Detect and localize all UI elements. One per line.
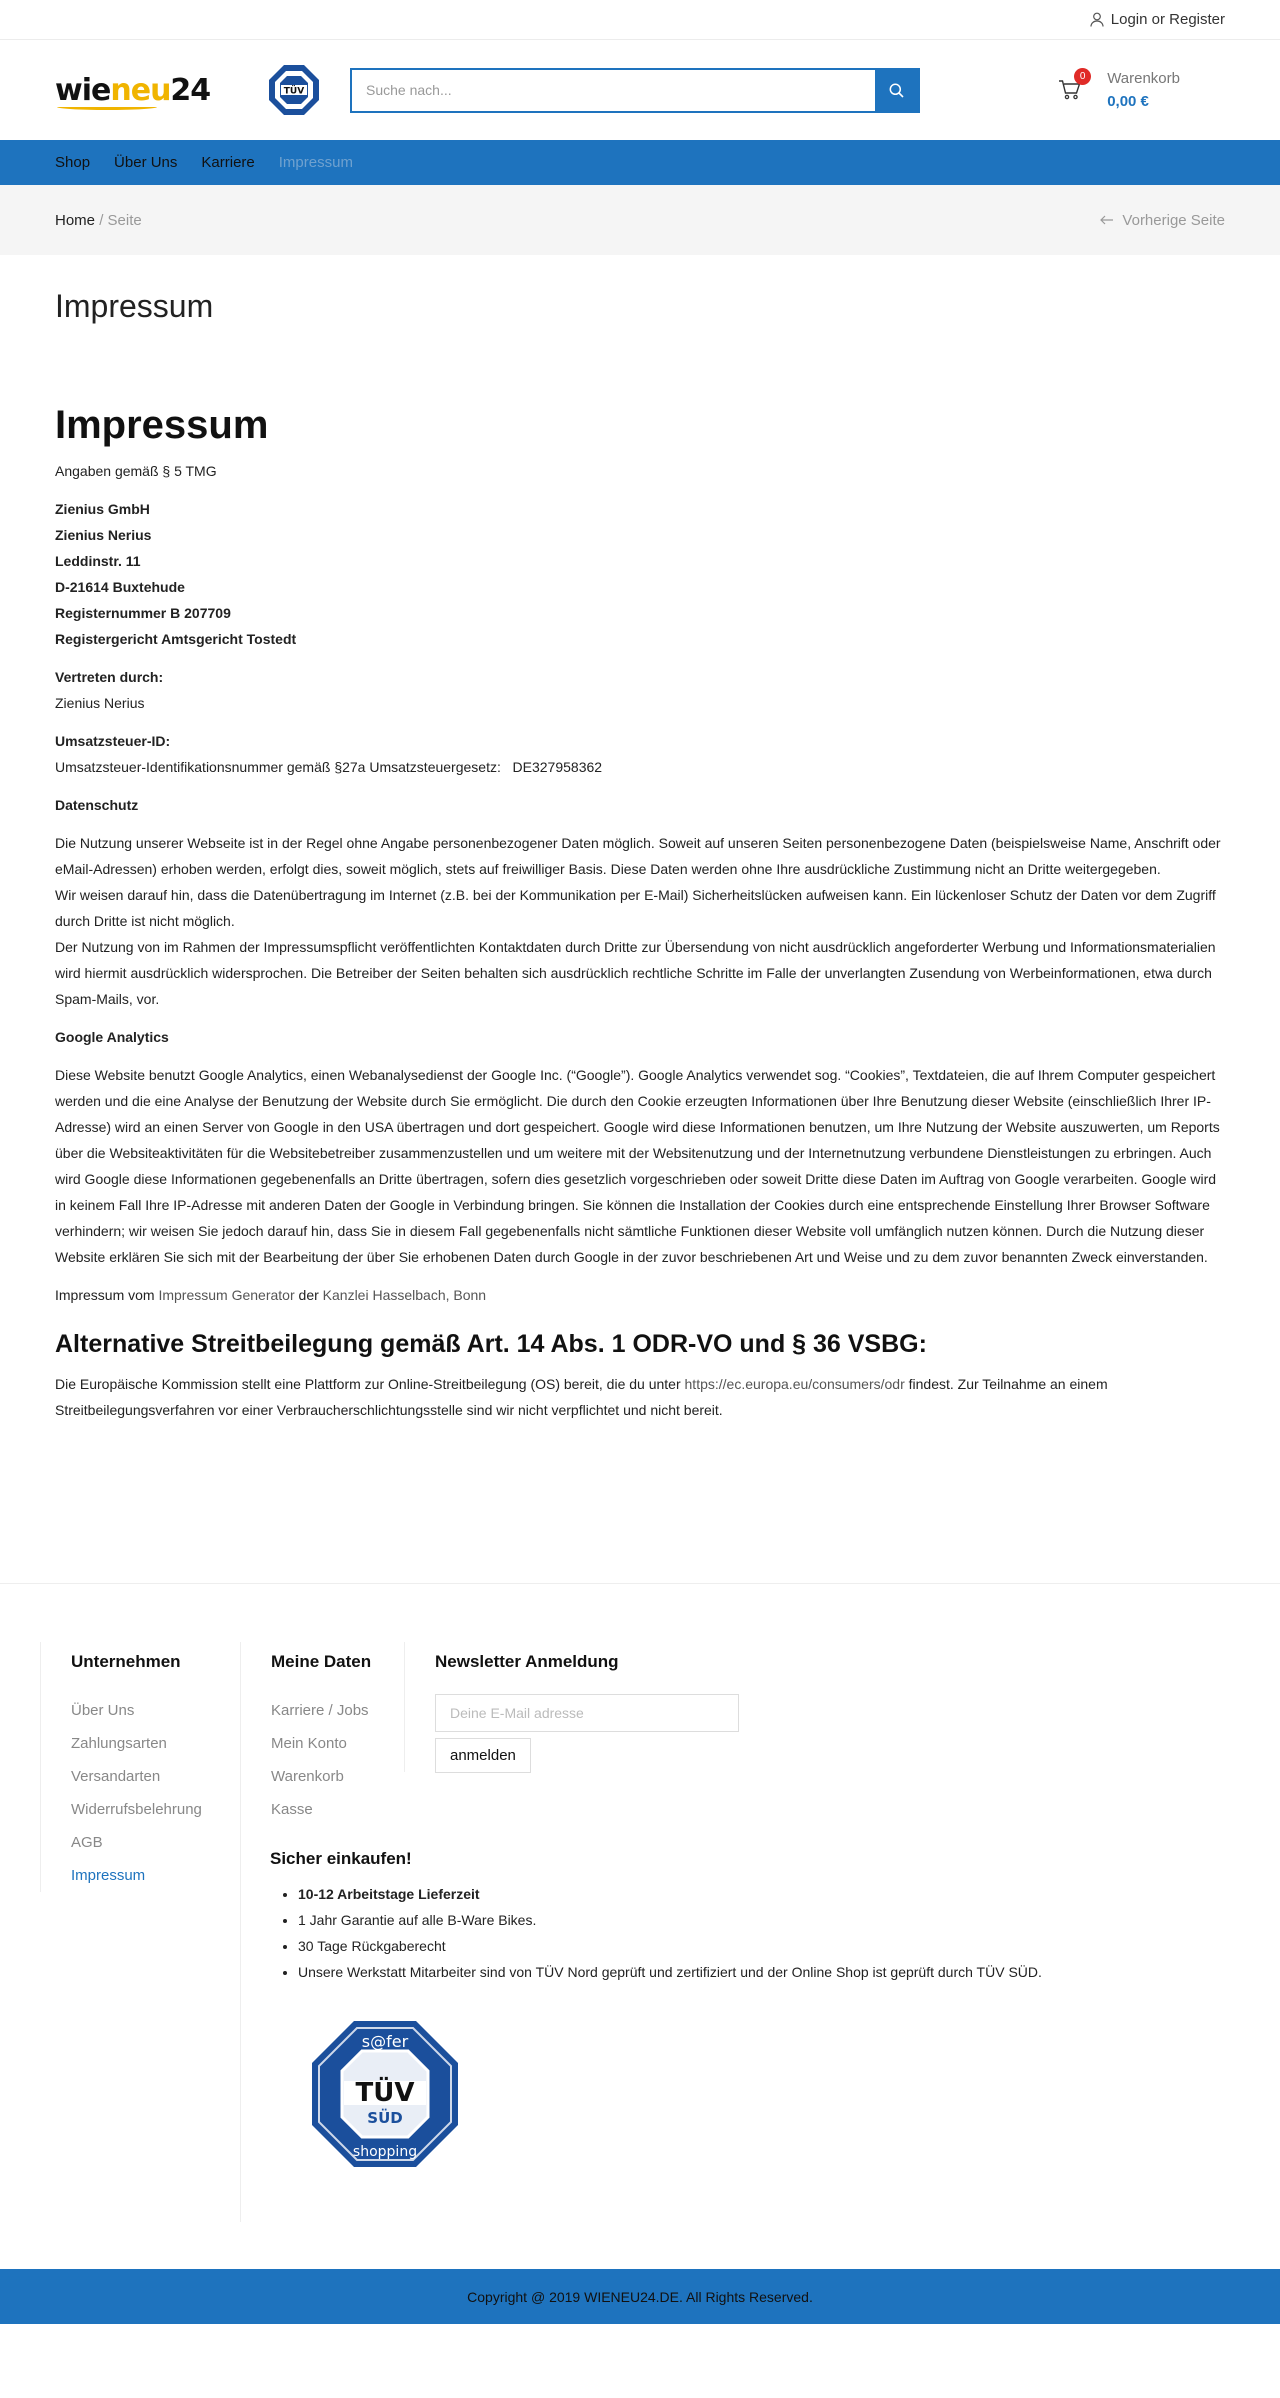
vertreten-value: Zienius Nerius — [55, 695, 145, 711]
logo-text-neu: neu — [110, 72, 171, 108]
search-bar — [350, 68, 920, 113]
breadcrumb — [55, 212, 142, 229]
credit-mid: der — [298, 1287, 319, 1303]
datenschutz-paragraph: Wir weisen darauf hin, dass die Datenübertragung im Internet (z.B. bei der Kommunikation per E-Mail) Sicherheitslücken aufweisen kann. Ein lückenloser Schutz der Daten vor dem Zugriff durch Dritte ist nicht möglich. — [55, 887, 1216, 929]
footer-link-zahlungsarten[interactable]: Zahlungsarten — [71, 1735, 167, 1752]
footer-col-unternehmen — [40, 1642, 240, 1892]
main-content — [0, 288, 1280, 1423]
odr-post: findest. Zur Teilnahme an einem Streitbeilegungsverfahren vor einer Verbraucherschlichtungsstelle sind wir nicht verpflichtet und nicht bereit. — [55, 1376, 1108, 1418]
login-register-link[interactable] — [1090, 11, 1225, 28]
tuv-seal-small-icon — [268, 64, 320, 116]
safe-shopping-section — [270, 1849, 1042, 1985]
ust-value: Umsatzsteuer-Identifikationsnummer gemäß §27a Umsatzsteuergesetz: DE327958362 — [55, 759, 603, 775]
footer-link-agb[interactable]: AGB — [71, 1834, 103, 1851]
odr-link[interactable]: https://ec.europa.eu/consumers/odr — [684, 1376, 905, 1392]
nav-item-shop[interactable]: Shop — [55, 154, 91, 171]
logo-text-24: 24 — [170, 72, 211, 108]
safe-heading: Sicher einkaufen! — [270, 1849, 412, 1868]
login-label: Login or Register — [1110, 11, 1225, 28]
seal-text-top: s@fer — [361, 2032, 409, 2051]
breadcrumb-bar — [0, 185, 1280, 255]
search-input[interactable] — [352, 70, 875, 111]
address-line: Registernummer B 207709 — [55, 605, 231, 621]
footer-link-versandarten[interactable]: Versandarten — [71, 1768, 161, 1785]
footer-link-impressum[interactable]: Impressum — [71, 1867, 146, 1884]
breadcrumb-current: Seite — [107, 211, 142, 229]
footer-link-mein-konto[interactable]: Mein Konto — [271, 1735, 347, 1752]
address-block — [55, 496, 1225, 652]
datenschutz-paragraph: Der Nutzung von im Rahmen der Impressumspflicht veröffentlichten Kontaktdaten durch Dritte zur Übersendung von nicht ausdrücklich angeforderter Werbung und Informationsmaterialien wird hiermit ausdrücklich widersprochen. Die Betreiber der Seiten behalten sich ausdrücklich rechtliche Schritte im Falle der unverlangten Zusendung von Werbeinformationen, etwa durch Spam-Mails, vor. — [55, 939, 1216, 1007]
page-title: Impressum — [55, 288, 214, 324]
odr-heading: Alternative Streitbeilegung gemäß Art. 14 Abs. 1 ODR-VO und § 36 VSBG: — [55, 1330, 927, 1358]
previous-page-label: Vorherige Seite — [1122, 211, 1225, 229]
odr-text — [55, 1371, 1225, 1423]
odr-pre: Die Europäische Kommission stellt eine Plattform zur Online-Streitbeilegung (OS) bereit, die du unter — [55, 1376, 681, 1392]
previous-page-link[interactable] — [1100, 212, 1225, 229]
credit-pre: Impressum vom — [55, 1287, 155, 1303]
search-button[interactable] — [875, 70, 918, 111]
datenschutz-heading: Datenschutz — [55, 797, 139, 813]
safe-item: • 10-12 Arbeitstage Lieferzeit — [298, 1881, 1042, 1907]
safe-item: • Unsere Werkstatt Mitarbeiter sind von TÜV Nord geprüft und zertifiziert und der Online Shop ist geprüft durch TÜV SÜD. — [298, 1959, 1042, 1985]
site-footer — [0, 1583, 1280, 2269]
footer-link-karriere[interactable]: Karriere / Jobs — [271, 1702, 369, 1719]
address-line: Zienius Nerius — [55, 527, 152, 543]
newsletter-email-input[interactable] — [435, 1694, 739, 1732]
site-logo[interactable] — [55, 73, 215, 108]
seal-text-sub: SÜD — [367, 2109, 403, 2127]
safe-item: • 30 Tage Rückgaberecht — [298, 1933, 1042, 1959]
cart-amount: 0,00 € — [1107, 93, 1149, 110]
footer-link-ueber-uns[interactable]: Über Uns — [71, 1702, 135, 1719]
tmg-text: Angaben gemäß § 5 TMG — [55, 463, 217, 479]
breadcrumb-home[interactable]: Home — [55, 211, 96, 229]
footer-link-widerruf[interactable]: Widerrufsbelehrung — [71, 1801, 202, 1818]
breadcrumb-separator: / — [99, 211, 104, 229]
svg-text:TÜV: TÜV — [283, 86, 305, 97]
copyright-text: Copyright @ 2019 WIENEU24.DE. All Rights Reserved. — [467, 2288, 813, 2305]
newsletter-heading: Newsletter Anmeldung — [435, 1652, 619, 1671]
nav-item-ueber-uns[interactable]: Über Uns — [114, 154, 178, 171]
credit-line — [55, 1282, 1225, 1308]
logo-text-wie: wie — [55, 72, 111, 108]
footer-heading: Meine Daten — [271, 1652, 372, 1671]
cart-widget[interactable] — [1057, 70, 1180, 110]
impressum-heading: Impressum — [55, 403, 269, 447]
address-line: Leddinstr. 11 — [55, 553, 141, 569]
footer-heading: Unternehmen — [71, 1652, 181, 1671]
logo-swoosh — [57, 104, 157, 110]
address-line: Registergericht Amtsgericht Tostedt — [55, 631, 297, 647]
site-header — [0, 40, 1280, 140]
cart-count-badge: 0 — [1074, 68, 1091, 85]
impressum-generator-link[interactable]: Impressum Generator — [158, 1287, 295, 1303]
address-line: D-21614 Buxtehude — [55, 579, 185, 595]
ga-text: Diese Website benutzt Google Analytics, einen Webanalysedienst der Google Inc. (“Google”). Google Analytics verwendet sog. “Cookies”, Textdateien, die auf Ihrem Computer gespeichert werden und die eine Analyse der Benutzung der Website durch Sie ermöglicht. Die durch den Cookie erzeugten Informationen über Ihre Benutzung dieser Website (einschließlich Ihrer IP-Adresse) wird an einen Server von Google in den USA übertragen und dort gespeichert. Google wird diese Informationen benutzen, um Ihre Nutzung der Website auszuwerten, um Reports über die Websiteaktivitäten für die Websitebetreiber zusammenzustellen und um weitere mit der Websitenutzung und der Internetnutzung verbundene Dienstleistungen zu erbringen. Auch wird Google diese Informationen gegebenenfalls an Dritte übertragen, sofern dies gesetzlich vorgeschrieben oder soweit Dritte diese Daten im Auftrag von Google verarbeiten. Google wird in keinem Fall Ihre IP-Adresse mit anderen Daten der Google in Verbindung bringen. Sie können die Installation der Cookies durch eine entsprechende Einstellung Ihrer Browser Software verhindern; wir weisen Sie jedoch darauf hin, dass Sie in diesem Fall gegebenenfalls nicht sämtliche Funktionen dieser Website voll umfänglich nutzen können. Durch die Nutzung dieser Website erklären Sie sich mit der Bearbeitung der über Sie erhobenen Daten durch Google in der zuvor beschriebenen Art und Weise und zu dem zuvor benannten Zweck einverstanden. — [55, 1067, 1220, 1265]
cart-label: Warenkorb — [1107, 70, 1180, 87]
cart-icon-wrap — [1057, 71, 1086, 104]
nav-item-impressum[interactable]: Impressum — [278, 154, 353, 171]
newsletter-section — [404, 1642, 739, 1772]
nav-item-karriere[interactable]: Karriere — [201, 154, 255, 171]
seal-text-main: TÜV — [355, 2078, 415, 2108]
vertreten-label: Vertreten durch: — [55, 669, 164, 685]
footer-link-kasse[interactable]: Kasse — [271, 1801, 313, 1818]
copyright-bar — [0, 2269, 1280, 2324]
tuv-safer-shopping-seal-icon[interactable] — [310, 2019, 460, 2169]
datenschutz-paragraph: Die Nutzung unserer Webseite ist in der Regel ohne Angabe personenbezogener Daten möglich. Soweit auf unseren Seiten personenbezogene Daten (beispielsweise Name, Anschrift oder eMail-Adressen) erhoben werden, erfolgt dies, soweit möglich, stets auf freiwilliger Basis. Diese Daten werden ohne Ihre ausdrückliche Zustimmung nicht an Dritte weitergegeben. — [55, 835, 1221, 877]
main-nav — [0, 140, 1280, 185]
ga-heading: Google Analytics — [55, 1029, 169, 1045]
arrow-left-icon — [1100, 215, 1114, 225]
newsletter-submit-button[interactable]: anmelden — [435, 1738, 531, 1773]
user-icon — [1090, 12, 1104, 27]
footer-link-warenkorb[interactable]: Warenkorb — [271, 1768, 344, 1785]
search-icon — [889, 83, 904, 98]
seal-text-bottom: shopping — [352, 2144, 418, 2160]
kanzlei-link[interactable]: Kanzlei Hasselbach, Bonn — [322, 1287, 487, 1303]
top-bar — [0, 0, 1280, 40]
address-line: Zienius GmbH — [55, 501, 150, 517]
datenschutz-text — [55, 830, 1225, 1012]
ust-label: Umsatzsteuer-ID: — [55, 733, 171, 749]
safe-item: • 1 Jahr Garantie auf alle B-Ware Bikes. — [298, 1907, 1042, 1933]
